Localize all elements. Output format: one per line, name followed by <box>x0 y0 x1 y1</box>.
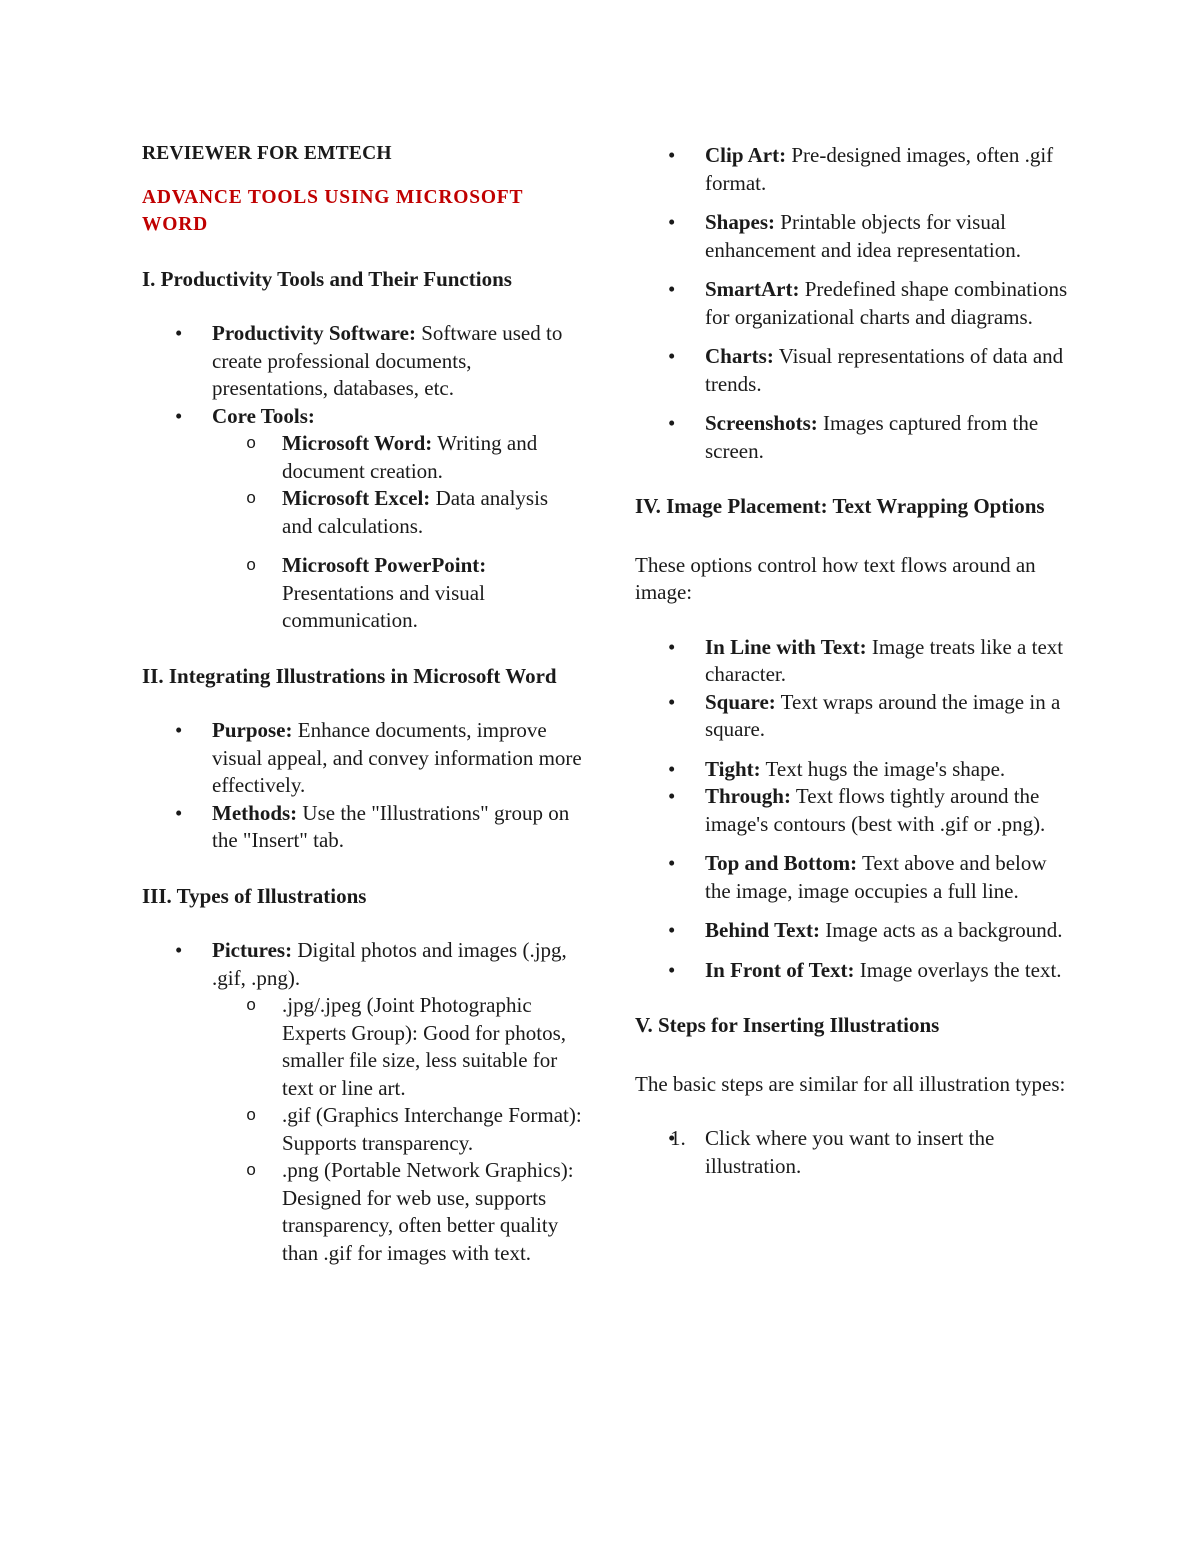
item-term: Productivity Software: <box>212 321 416 345</box>
item-text: Image acts as a background. <box>819 918 1063 942</box>
section-2-list <box>142 717 582 855</box>
item-text: Data analysis and calculations. <box>282 486 549 538</box>
item-text: Visual representations of data and trends. <box>705 344 1064 396</box>
item-term: Charts: <box>705 344 774 368</box>
section-1-list <box>142 320 582 635</box>
sublist-item <box>212 430 582 485</box>
step-text: Click where you want to insert the illustration. <box>705 1126 995 1178</box>
list-item <box>635 410 1075 465</box>
item-term: Square: <box>705 689 776 714</box>
item-term: Pictures: <box>212 938 293 962</box>
section-5-intro: The basic steps are similar for all illustration types: <box>635 1071 1066 1096</box>
item-text: Text hugs the image's shape. <box>760 756 1006 781</box>
document-subtitle: ADVANCE TOOLS USING MICROSOFT WORD <box>142 186 523 235</box>
list-item <box>635 634 1075 689</box>
list-item <box>635 917 1075 945</box>
formats-sublist <box>212 992 582 1267</box>
item-term: Microsoft Word: <box>282 431 433 455</box>
list-item <box>635 783 1075 838</box>
sublist-item <box>212 552 582 635</box>
item-text: Image treats like a text character. <box>705 634 1064 686</box>
section-3-list <box>142 937 582 1267</box>
list-item <box>142 403 582 635</box>
section-4-intro: These options control how text flows around an image: <box>635 552 1036 604</box>
item-text: Software used to create professional documents, presentations, databases, etc. <box>212 321 563 400</box>
sublist-item <box>212 485 582 540</box>
item-term: Screenshots: <box>705 411 818 435</box>
section-3-heading: III. Types of Illustrations <box>142 883 367 908</box>
item-term: Methods: <box>212 800 298 825</box>
item-text: Image overlays the text. <box>854 957 1062 982</box>
item-term: Microsoft Excel: <box>282 486 431 510</box>
item-term: Microsoft PowerPoint: <box>282 553 487 577</box>
list-item <box>635 209 1075 264</box>
item-term: Top and Bottom: <box>705 851 858 875</box>
section-4-heading: IV. Image Placement: Text Wrapping Options <box>635 494 1045 518</box>
list-item <box>635 343 1075 398</box>
list-item <box>635 756 1075 784</box>
step-item <box>635 1125 1075 1180</box>
item-text: Printable objects for visual enhancement and idea representation. <box>705 210 1022 262</box>
list-item <box>635 850 1075 905</box>
list-item <box>142 717 582 800</box>
item-text: Text wraps around the image in a square. <box>705 689 1061 741</box>
item-term: Shapes: <box>705 210 776 234</box>
list-item <box>635 689 1075 744</box>
sublist-item: o .gif (Graphics Interchange Format): Supports transparency. <box>212 1102 582 1157</box>
right-column <box>635 142 1075 1180</box>
section-5-heading: V. Steps for Inserting Illustrations <box>635 1013 940 1037</box>
list-item <box>142 320 582 403</box>
list-item <box>635 276 1075 331</box>
item-text: Digital photos and images (.jpg, .gif, .png). <box>212 938 567 990</box>
list-item <box>635 142 1075 197</box>
sublist-item: o .png (Portable Network Graphics): Designed for web use, supports transparency, often better quality than .gif for images with text. <box>212 1157 582 1267</box>
item-text: Writing and document creation. <box>282 431 538 483</box>
section-4-list <box>635 634 1075 985</box>
item-term: Through: <box>705 784 791 808</box>
document-title: REVIEWER FOR EMTECH <box>142 143 392 164</box>
list-item <box>635 957 1075 985</box>
item-term: Tight: <box>705 756 761 781</box>
item-text: Text flows tightly around the image's contours (best with .gif or .png). <box>705 784 1046 836</box>
item-term: Purpose: <box>212 718 293 742</box>
item-text: Enhance documents, improve visual appeal, and convey information more effectively. <box>212 718 582 797</box>
item-text: Images captured from the screen. <box>705 411 1039 463</box>
step-number: • 1. <box>670 1126 686 1150</box>
section-2-heading: II. Integrating Illustrations in Microsoft Word <box>142 663 557 688</box>
sublist-item: o .jpg/.jpeg (Joint Photographic Experts Group): Good for photos, smaller file size, less suitable for text or line art. <box>212 992 582 1102</box>
left-column <box>142 138 582 1267</box>
item-term: In Front of Text: <box>705 957 855 982</box>
section-3-list-continued <box>635 142 1075 465</box>
steps-list <box>635 1125 1075 1180</box>
item-text: Presentations and visual communication. <box>282 580 485 632</box>
list-item <box>142 937 582 1267</box>
item-text: Use the "Illustrations" group on the "Insert" tab. <box>212 800 570 852</box>
item-term: SmartArt: <box>705 277 800 301</box>
item-term: Clip Art: <box>705 143 787 167</box>
item-text: Predefined shape combinations for organizational charts and diagrams. <box>705 277 1068 329</box>
item-term: In Line with Text: <box>705 634 867 659</box>
item-term: Behind Text: <box>705 918 820 942</box>
item-term: Core Tools: <box>212 403 315 428</box>
list-item <box>142 800 582 855</box>
section-1-heading: I. Productivity Tools and Their Functions <box>142 266 512 291</box>
item-text: Text above and below the image, image occupies a full line. <box>705 851 1047 903</box>
item-text: Pre-designed images, often .gif format. <box>705 143 1054 195</box>
core-tools-sublist <box>212 430 582 635</box>
